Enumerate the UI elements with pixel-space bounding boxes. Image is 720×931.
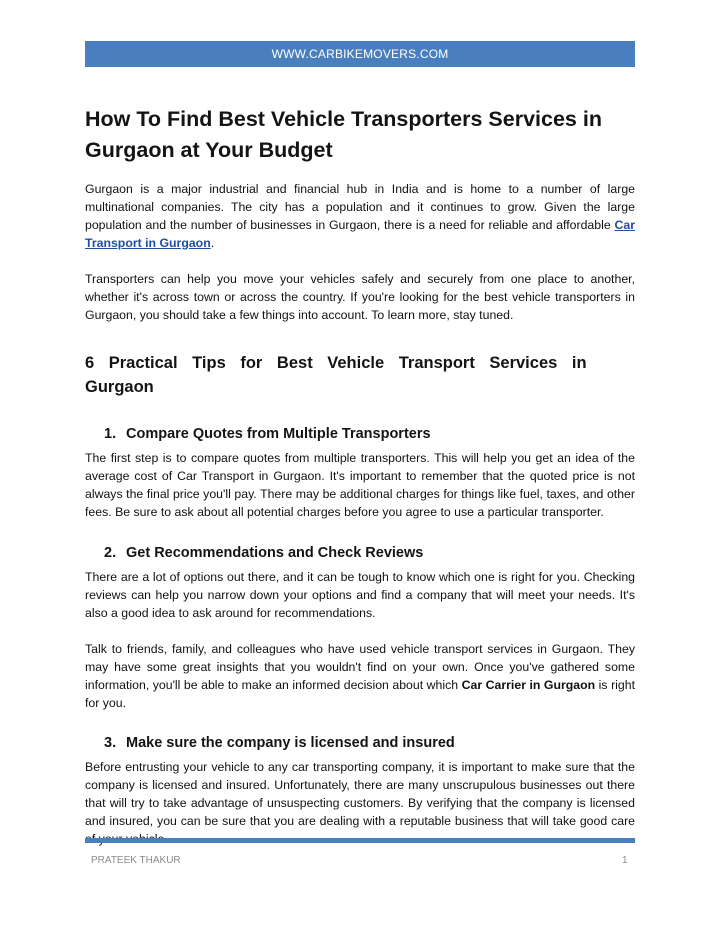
header-bar (85, 41, 635, 67)
section-heading-line2: Gurgaon (85, 378, 154, 396)
tip-3 (85, 734, 635, 848)
tip-2-title: Get Recommendations and Check Reviews (126, 545, 424, 561)
intro-paragraph (85, 180, 635, 252)
section-heading-line1: 6 Practical Tips for Best Vehicle Transport Services in (85, 354, 587, 372)
tip-2-number: 2. (104, 545, 117, 561)
tip-3-heading (85, 734, 635, 752)
document-body (85, 104, 635, 848)
car-transport-link[interactable]: Car Transport in Gurgaon (85, 218, 635, 250)
car-carrier-bold: Car Carrier in Gurgaon (461, 678, 596, 692)
tip-1-text: The first step is to compare quotes from multiple transporters. This will help you get an idea of the average cost of Car Transport in Gurgaon. It's important to remember that the quoted price is not always the final price you'll pay. There may be additional charges for things like fuel, taxes, and other fees. Be sure to ask about all potential charges before you agree to use a particular transporter. (85, 451, 635, 519)
footer-author: PRATEEK THAKUR (91, 855, 181, 866)
intro-text: Gurgaon is a major industrial and financial hub in India and is home to a number of large multinational companies. The city has a population and it continues to grow. Given the large population and the number of businesses in Gurgaon, there is a need for reliable and affordable (85, 182, 635, 232)
tip-2-text2-before: Talk to friends, family, and colleagues who have used vehicle transport services in Gurgaon. They may have some great insights that you wouldn't find on your own. Once you've gathered some information, you'll be able to make an informed decision about which (85, 642, 635, 692)
intro-after: . (210, 236, 215, 250)
footer-divider (85, 838, 635, 843)
tip-3-number: 3. (104, 735, 117, 751)
page-number: 1 (622, 855, 628, 866)
tip-1-title: Compare Quotes from Multiple Transporters (126, 426, 431, 442)
tip-1-heading (85, 425, 635, 443)
tip-1-number: 1. (104, 426, 117, 442)
tip-2 (85, 544, 635, 712)
tip-1 (85, 425, 635, 521)
page-title: How To Find Best Vehicle Transporters Services in Gurgaon at Your Budget (85, 107, 602, 162)
tip-2-heading (85, 544, 635, 562)
site-url: WWW.CARBIKEMOVERS.COM (271, 47, 449, 61)
tip-3-text: Before entrusting your vehicle to any car transporting company, it is important to make sure that the company is licensed and insured. Unfortunately, there are many unscrupulous businesses out there that will try to take advantage of unsuspecting customers. By verifying that the company is licensed and insured, you can be sure that you are dealing with a reputable business that will take good care (85, 760, 635, 828)
tip-2-text2-after: is right for you. (85, 678, 635, 710)
tip-3-title: Make sure the company is licensed and insured (126, 735, 455, 751)
tip-2-text: There are a lot of options out there, and it can be tough to know which one is right for you. Checking reviews can help you narrow down your options and find a company that will meet your needs. It's also a good idea to ask around for recommendations. (85, 570, 635, 620)
tip-2-text-2 (85, 640, 635, 712)
paragraph-2: Transporters can help you move your vehicles safely and securely from one place to another, whether it's across town or across the country. If you're looking for the best vehicle transporters in Gurgaon, you should take a few things into account. To learn more, stay tuned. (85, 272, 635, 322)
section-heading (85, 351, 635, 399)
